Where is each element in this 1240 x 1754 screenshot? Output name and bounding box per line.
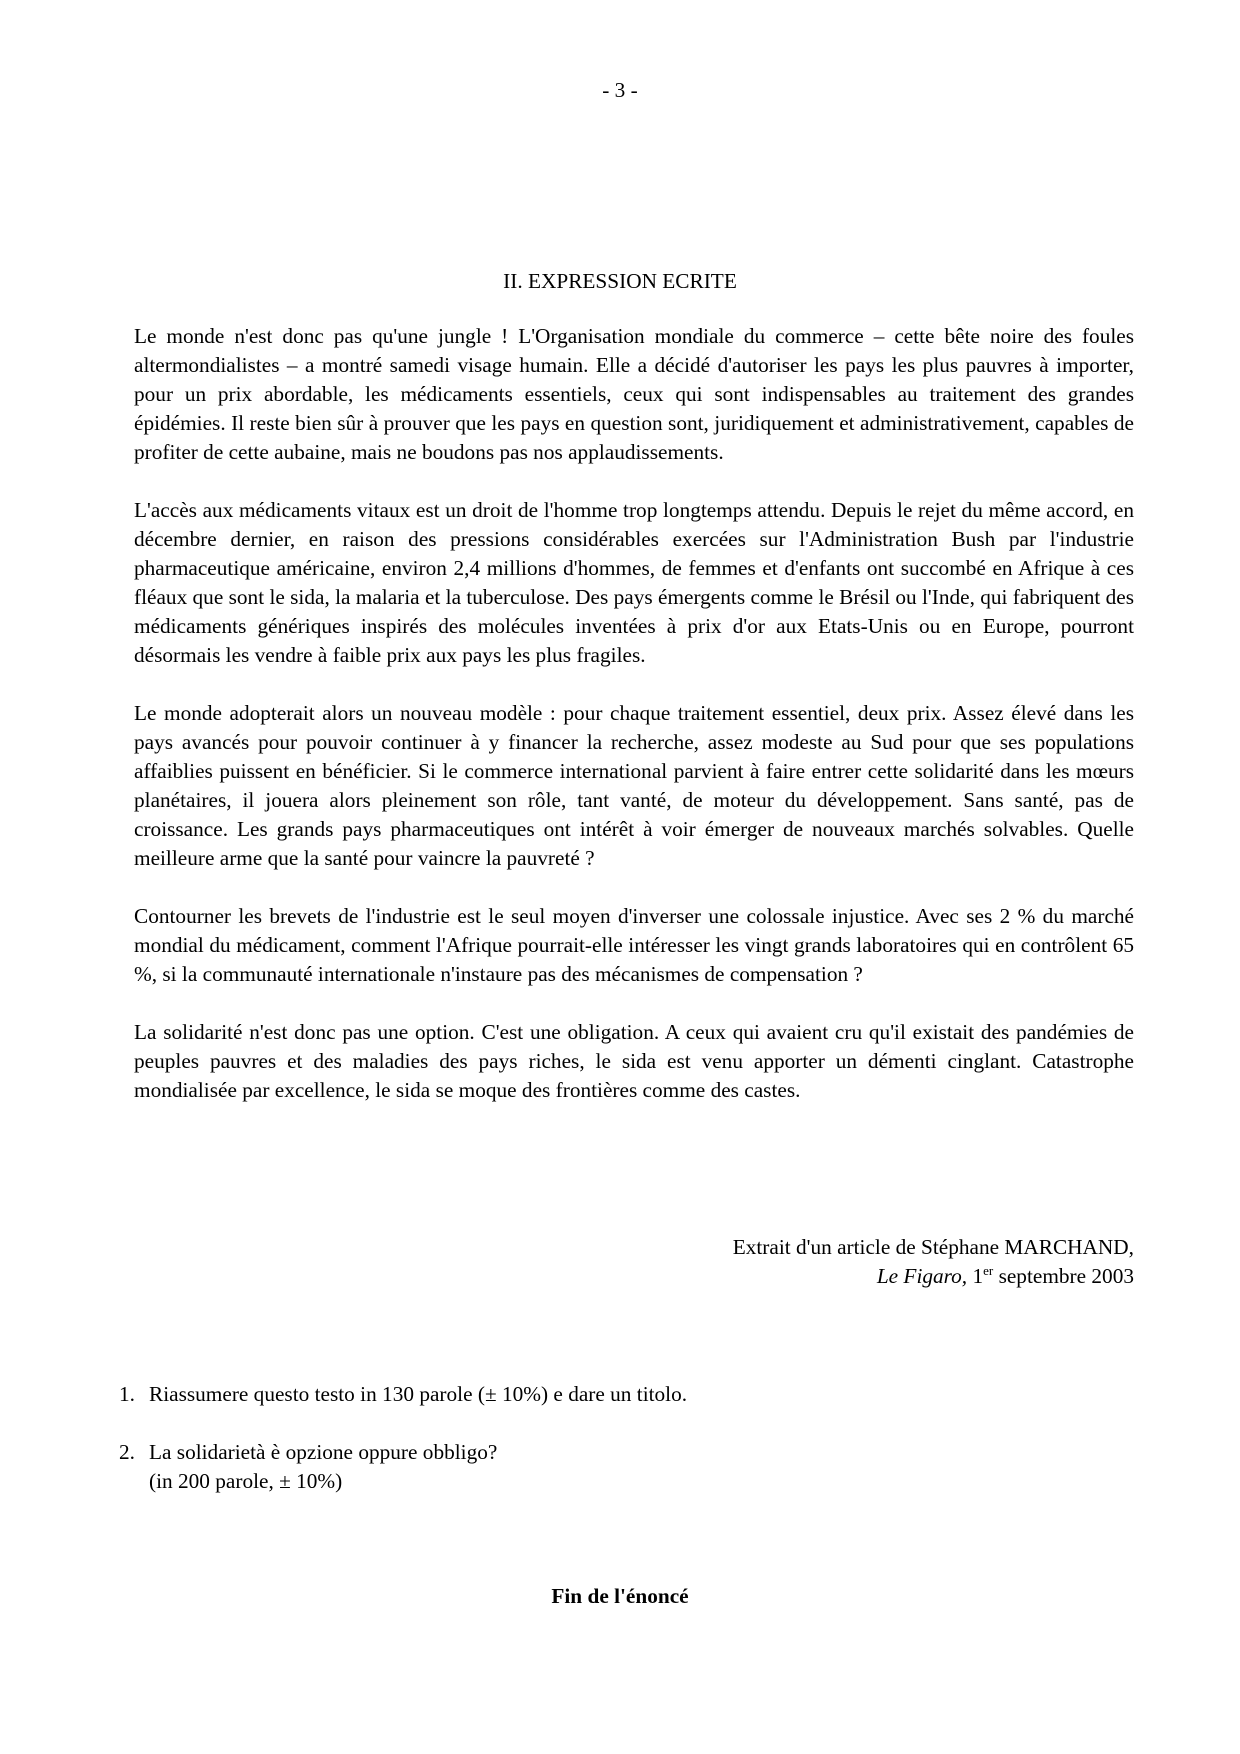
- question-text: [149, 1380, 687, 1409]
- questions-list: [119, 1380, 1119, 1525]
- attribution-date-rest: septembre 2003: [998, 1264, 1134, 1288]
- article-paragraph-2: L'accès aux médicaments vitaux est un droit de l'homme trop longtemps attendu. Depuis le rejet du même accord, en décembre dernier, en raison des pressions considérables exercées sur l'Administration Bush par l'industrie pharmaceutique américaine, environ 2,4 millions d'hommes, de femmes et d'enfants ont succombé en Afrique à ces fléaux que sont le sida, la malaria et la tuberculose. Des pays émergents comme le Brésil ou l'Inde, qui fabriquent des médicaments génériques inspirés des molécules inventées à prix d'or aux Etats-Unis ou en Europe, pourront désormais les vendre à faible prix aux pays les plus fragiles.: [134, 498, 1134, 667]
- attribution-source: Le Figaro,: [876, 1264, 968, 1288]
- question-item: [119, 1380, 1119, 1409]
- question-item: [119, 1438, 1119, 1496]
- attribution-source-line: [733, 1262, 1134, 1291]
- question-line: (in 200 parole, ± 10%): [149, 1469, 343, 1493]
- article-body: [134, 322, 1134, 1134]
- article-paragraph-4: Contourner les brevets de l'industrie est le seul moyen d'inverser une colossale injustice. Avec ses 2 % du marché mondial du médicament, comment l'Afrique pourrait-elle intéresser les vingt grands laboratoires qui en contrôlent 65 %, si la communauté internationale n'instaure pas des mécanismes de compensation ?: [134, 904, 1134, 986]
- section-title: II. EXPRESSION ECRITE: [503, 269, 737, 293]
- article-paragraph-1: Le monde n'est donc pas qu'une jungle ! L'Organisation mondiale du commerce – cette bête noire des foules altermondialistes – a montré samedi visage humain. Elle a décidé d'autoriser les pays les plus pauvres à importer, pour un prix abordable, les médicaments essentiels, ceux qui sont indispensables au traitement des grandes épidémies. Il reste bien sûr à prouver que les pays en question sont, juridiquement et administrativement, capables de profiter de cette aubaine, mais ne boudons pas nos applaudissements.: [134, 324, 1134, 464]
- attribution-author-line: Extrait d'un article de Stéphane MARCHAND,: [732, 1235, 1134, 1259]
- end-note: Fin de l'énoncé: [551, 1584, 689, 1608]
- attribution: [733, 1233, 1134, 1291]
- page-number: - 3 -: [602, 78, 638, 102]
- question-number: 1.: [119, 1382, 135, 1406]
- question-number: 2.: [119, 1440, 135, 1464]
- question-line: Riassumere questo testo in 130 parole (± 10%) e dare un titolo.: [149, 1382, 688, 1406]
- question-line: La solidarietà è opzione oppure obbligo?: [149, 1440, 498, 1464]
- article-paragraph-3: Le monde adopterait alors un nouveau modèle : pour chaque traitement essentiel, deux prix. Assez élevé dans les pays avancés pour pouvoir continuer à y financer la recherche, assez modeste au Sud pour que ses populations affaiblies puissent en bénéficier. Si le commerce international parvient à faire entrer cette solidarité dans les mœurs planétaires, il jouera alors pleinement son rôle, tant vanté, de moteur du développement. Sans santé, pas de croissance. Les grands pays pharmaceutiques ont intérêt à voir émerger de nouveaux marchés solvables. Quelle meilleure arme que la santé pour vaincre la pauvreté ?: [134, 701, 1134, 870]
- article-paragraph-5: La solidarité n'est donc pas une option. C'est une obligation. A ceux qui avaient cru qu'il existait des pandémies de peuples pauvres et des maladies des pays riches, le sida est venu apporter un démenti cinglant. Catastrophe mondialisée par excellence, le sida se moque des frontières comme des castes.: [134, 1020, 1134, 1102]
- attribution-date-sup: er: [983, 1263, 994, 1278]
- attribution-date-day: 1: [972, 1264, 984, 1288]
- question-text: [149, 1438, 497, 1496]
